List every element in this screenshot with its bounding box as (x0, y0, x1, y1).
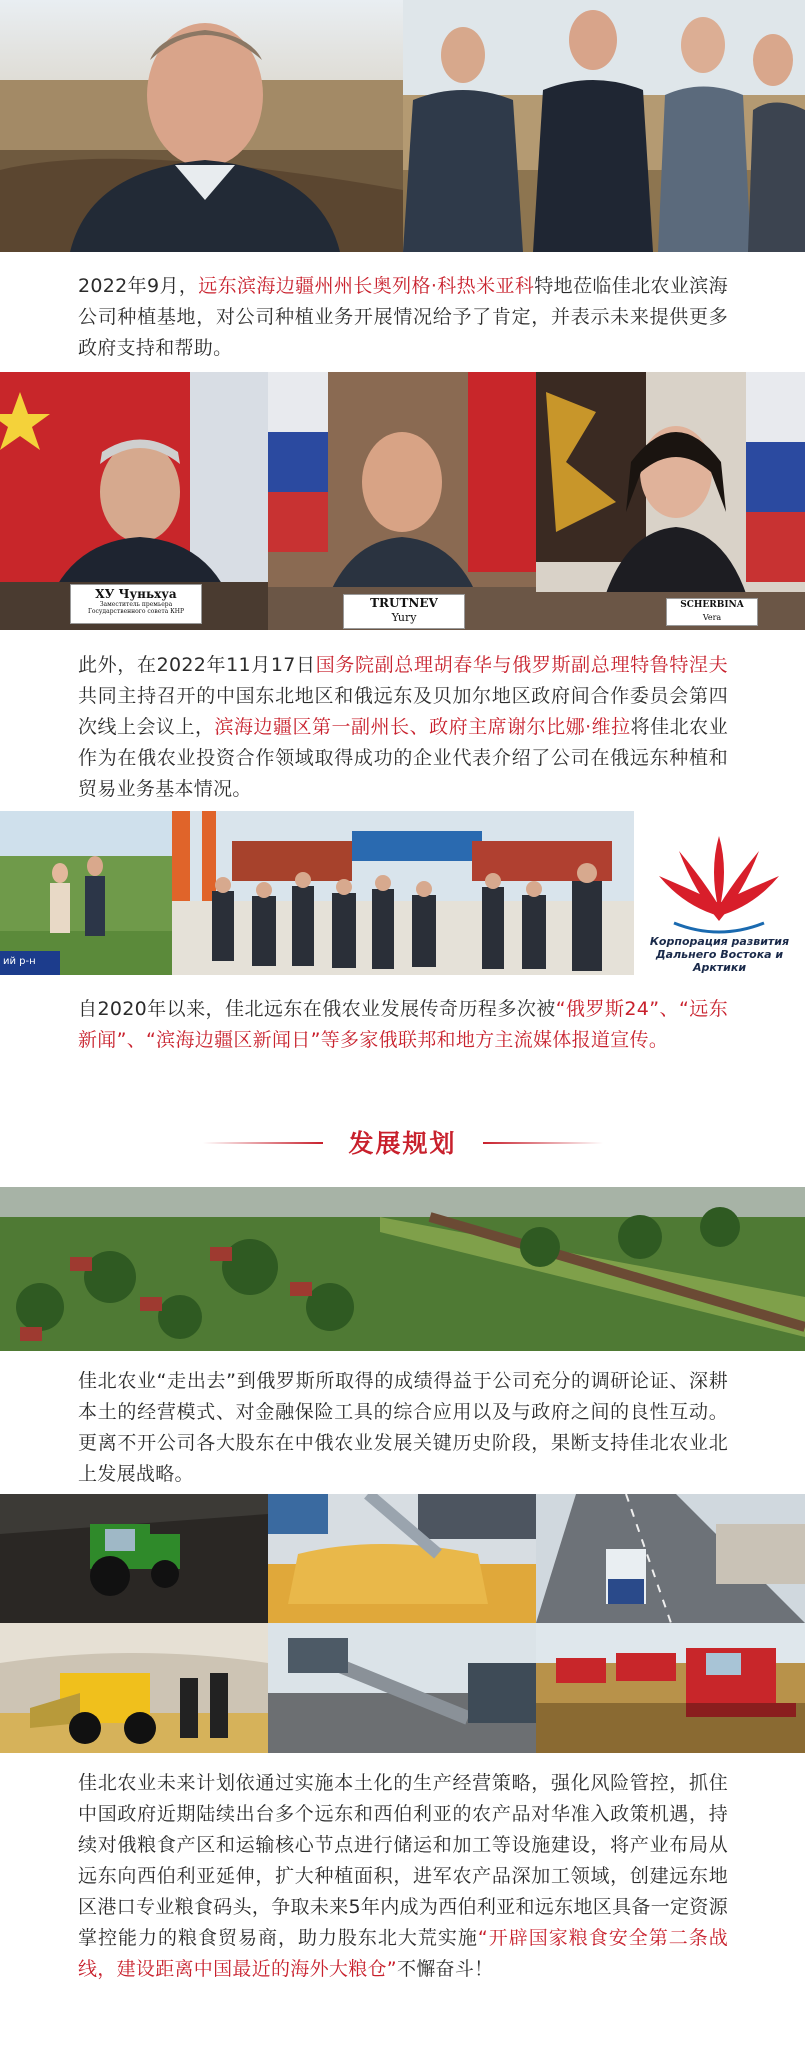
p2-suffix: 将佳北农业作为在俄农业投资合作领域取得成功的企业代表介绍了公司在俄远东种植和贸易业务基本情况。 (78, 716, 728, 800)
photo-highway-trucks (536, 1494, 805, 1623)
tv-caption: ий р-н (3, 956, 36, 967)
photo-grain-loading (268, 1494, 536, 1623)
paragraph-governor-visit (78, 271, 728, 364)
photo-tractor-field (0, 1494, 268, 1623)
section-heading-development-plan (0, 1124, 805, 1160)
p2-middle: 共同主持召开的中国东北地区和俄远东及贝加尔地区政府间合作委员会第四次线上会议上， (78, 685, 728, 738)
nameplate-hu-name: ХУ Чуньхуа (95, 587, 177, 601)
photo-aerial-railway-village (0, 1187, 805, 1351)
section-title: 发展规划 (348, 1129, 457, 1158)
photo-tv-field-report (0, 811, 172, 975)
photo-hu-chunhua (0, 372, 268, 630)
p5-suffix: 不懈奋斗！ (396, 1958, 494, 1980)
photo-governor-portrait (0, 0, 403, 252)
photo-field-inspection (403, 0, 805, 252)
photo-trutnev (268, 372, 536, 630)
nameplate-hu-sub: Заместитель премьера Государственного совета КНР (87, 601, 185, 615)
nameplate-scherbina (666, 598, 758, 626)
nameplate-scherbina-name: SCHERBINA (680, 600, 744, 610)
nameplate-hu (70, 584, 202, 624)
paragraph-government-meeting (78, 650, 728, 805)
p1-prefix: 2022年9月， (78, 275, 199, 297)
logo-text-line-2: Дальнего Востока и Арктики (655, 948, 784, 974)
p5-highlight: “开辟国家粮食安全第二条战线，建设距离中国最近的海外大粮仓” (78, 1927, 728, 1980)
paragraph-media-coverage (78, 994, 728, 1056)
p2-prefix: 此外，在2022年11月17日 (78, 654, 316, 676)
p5-prefix: 佳北农业未来计划依通过实施本土化的生产经营策略，强化风险管控，抓住中国政府近期陆续出台多个远东和西伯利亚的农产品对华准入政策机遇，持续对俄粮食产区和运输核心节点进行储运和加工等设施建设，将产业布局从远东向西伯利亚延伸，扩大种植面积，进军农产品深加工领域，创建远东地区港口专业粮食码头，争取未来5年内成为西伯利亚和远东地区具备一定资源掌控能力的粮食贸易商，助力股东北大荒实施 (78, 1772, 728, 1949)
logo-far-east-development-corp (634, 811, 805, 975)
logo-text (634, 935, 805, 974)
heading-right-rule (483, 1142, 603, 1144)
p1-suffix: 特地莅临佳北农业滨海公司种植基地，对公司种植业务开展情况给予了肯定，并表示未来提供更多政府支持和帮助。 (78, 275, 728, 359)
photo-scherbina (536, 372, 805, 630)
photo-grain-conveyor (268, 1623, 536, 1753)
p4-text: 佳北农业“走出去”到俄罗斯所取得的成绩得益于公司充分的调研论证、深耕本土的经营模式、对金融保险工具的综合应用以及与政府之间的良性互动。更离不开公司各大股东在中俄农业发展关键历史阶段，果断支持佳北农业北上发展战略。 (78, 1370, 728, 1485)
nameplate-trutnev-sub: Yury (391, 611, 417, 624)
photo-press-at-grain-site (172, 811, 634, 975)
photo-combine-harvesters (536, 1623, 805, 1753)
photo-loader-warehouse (0, 1623, 268, 1753)
nameplate-scherbina-sub: Vera (702, 613, 722, 622)
p1-highlight: 远东滨海边疆州州长奥列格·科热米亚科 (198, 275, 535, 297)
p2-highlight-2: 滨海边疆区第一副州长、政府主席谢尔比娜·维拉 (214, 716, 631, 738)
nameplate-trutnev-name: TRUTNEV (370, 596, 438, 610)
logo-text-line-1: Корпорация развития (649, 935, 790, 948)
paragraph-future-plan (78, 1768, 728, 1985)
paragraph-going-abroad (78, 1366, 728, 1490)
p3-highlight: “俄罗斯24”、“远东新闻”、“滨海边疆区新闻日”等多家俄联邦和地方主流媒体报道宣传。 (78, 998, 729, 1051)
p3-prefix: 自2020年以来，佳北远东在俄农业发展传奇历程多次被 (78, 998, 556, 1020)
nameplate-trutnev (343, 594, 465, 629)
p2-highlight-1: 国务院副总理胡春华与俄罗斯副总理特鲁特涅夫 (315, 654, 728, 676)
